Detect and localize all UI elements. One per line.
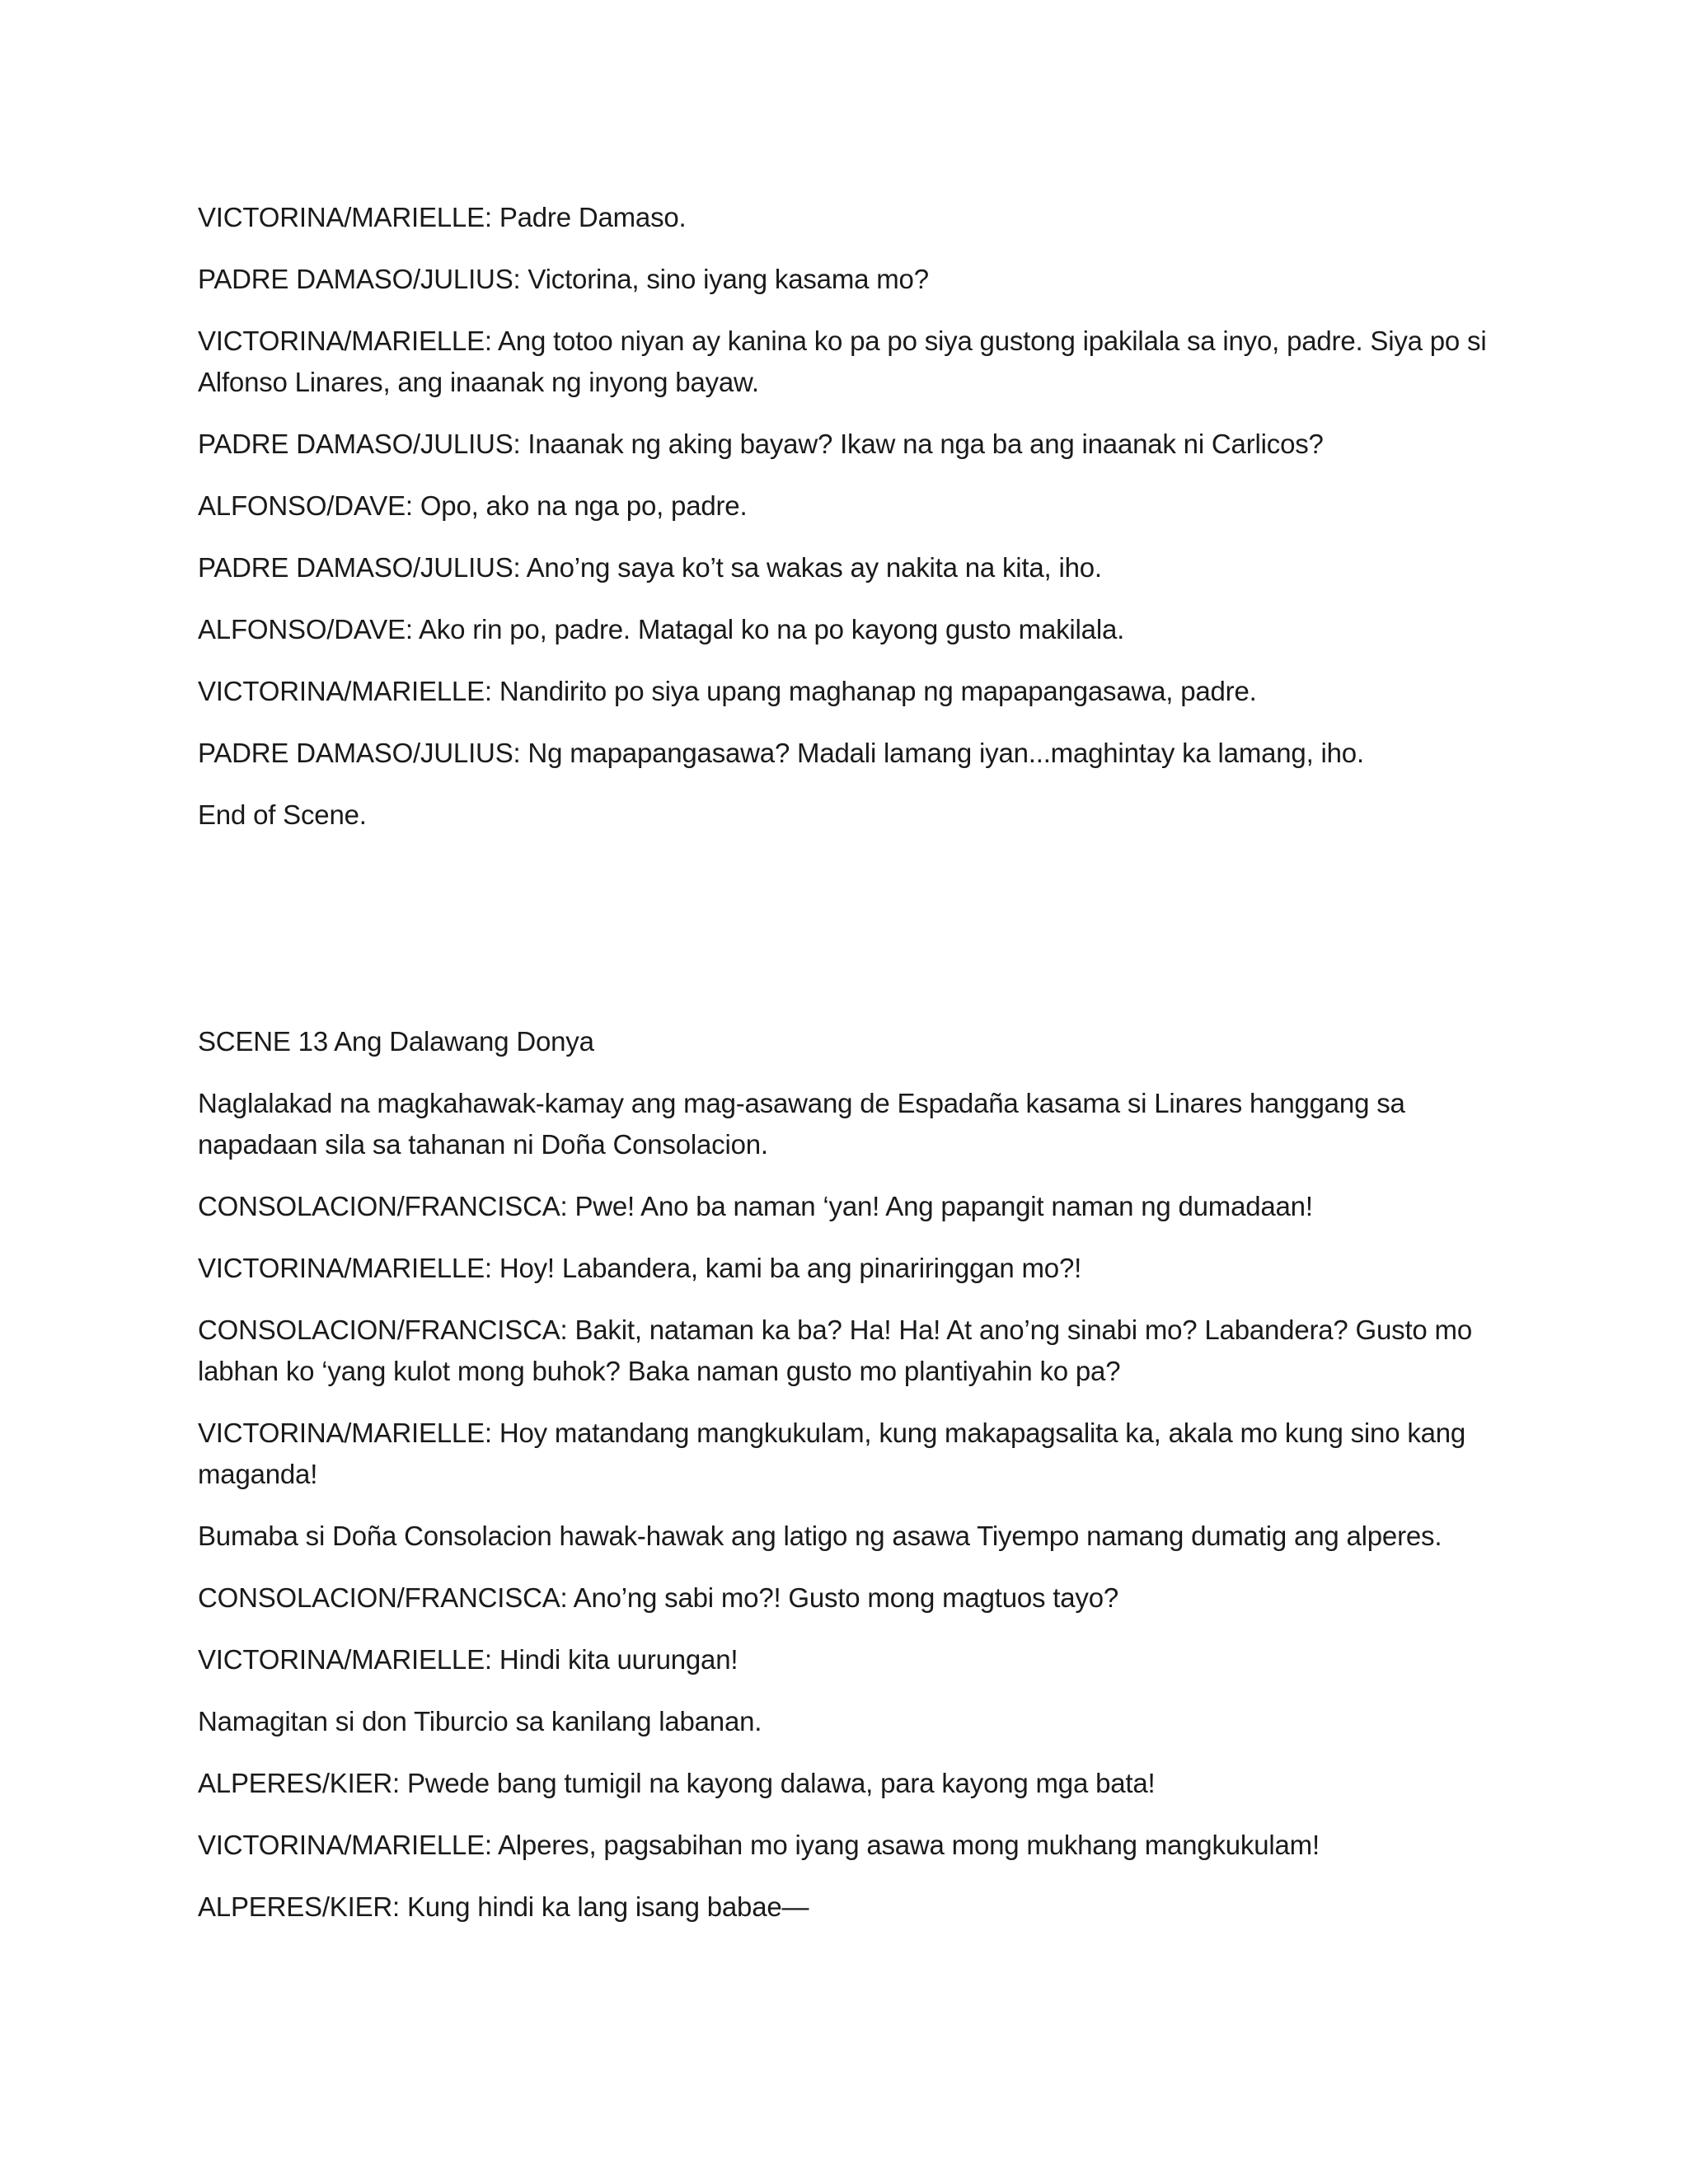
dialogue-line: ALFONSO/DAVE: Opo, ako na nga po, padre. [198,490,748,521]
dialogue-line: VICTORINA/MARIELLE: Padre Damaso. [198,202,687,232]
dialogue-line: CONSOLACION/FRANCISCA: Ano’ng sabi mo?! Gusto mong magtuos tayo? [198,1582,1118,1613]
dialogue-line: PADRE DAMASO/JULIUS: Ng mapapangasawa? Madali lamang iyan...maghintay ka lamang, iho. [198,738,1364,768]
scene-end-note: End of Scene. [198,799,367,830]
dialogue-line: CONSOLACION/FRANCISCA: Pwe! Ano ba naman ‘yan! Ang papangit naman ng dumadaan! [198,1191,1313,1221]
stage-direction: Naglalakad na magkahawak-kamay ang mag-asawang de Espadaña kasama si Linares hanggang sa napadaan sila sa tahanan ni Doña Consolacion. [198,1088,1405,1160]
dialogue-line: VICTORINA/MARIELLE: Nandirito po siya upang maghanap ng mapapangasawa, padre. [198,676,1257,706]
dialogue-line: ALPERES/KIER: Pwede bang tumigil na kayong dalawa, para kayong mga bata! [198,1768,1156,1798]
dialogue-line: PADRE DAMASO/JULIUS: Ano’ng saya ko’t sa wakas ay nakita na kita, iho. [198,552,1102,583]
document-body [198,197,1500,1948]
stage-direction: Namagitan si don Tiburcio sa kanilang labanan. [198,1706,762,1736]
dialogue-line: PADRE DAMASO/JULIUS: Victorina, sino iyang kasama mo? [198,264,929,294]
stage-direction: Bumaba si Doña Consolacion hawak-hawak ang latigo ng asawa Tiyempo namang dumatig ang alperes. [198,1521,1442,1551]
dialogue-line: VICTORINA/MARIELLE: Ang totoo niyan ay kanina ko pa po siya gustong ipakilala sa inyo, padre. Siya po si Alfonso Linares, ang inaanak ng inyong bayaw. [198,326,1487,397]
dialogue-line: VICTORINA/MARIELLE: Hoy! Labandera, kami ba ang pinariringgan mo?! [198,1253,1082,1283]
scene-heading: SCENE 13 Ang Dalawang Donya [198,1026,594,1057]
dialogue-line: ALFONSO/DAVE: Ako rin po, padre. Matagal ko na po kayong gusto makilala. [198,614,1125,644]
dialogue-line: PADRE DAMASO/JULIUS: Inaanak ng aking bayaw? Ikaw na nga ba ang inaanak ni Carlicos? [198,429,1324,459]
dialogue-line: ALPERES/KIER: Kung hindi ka lang isang babae— [198,1891,809,1922]
dialogue-line: VICTORINA/MARIELLE: Hoy matandang mangkukulam, kung makapagsalita ka, akala mo kung sino kang maganda! [198,1418,1466,1489]
dialogue-line: VICTORINA/MARIELLE: Alperes, pagsabihan mo iyang asawa mong mukhang mangkukulam! [198,1830,1320,1860]
dialogue-line: VICTORINA/MARIELLE: Hindi kita uurungan! [198,1644,738,1675]
section-spacer [198,856,1500,1021]
dialogue-line: CONSOLACION/FRANCISCA: Bakit, nataman ka ba? Ha! Ha! At ano’ng sinabi mo? Labandera? Gusto mo labhan ko ‘yang kulot mong buhok? Baka naman gusto mo plantiyahin ko pa? [198,1315,1472,1386]
